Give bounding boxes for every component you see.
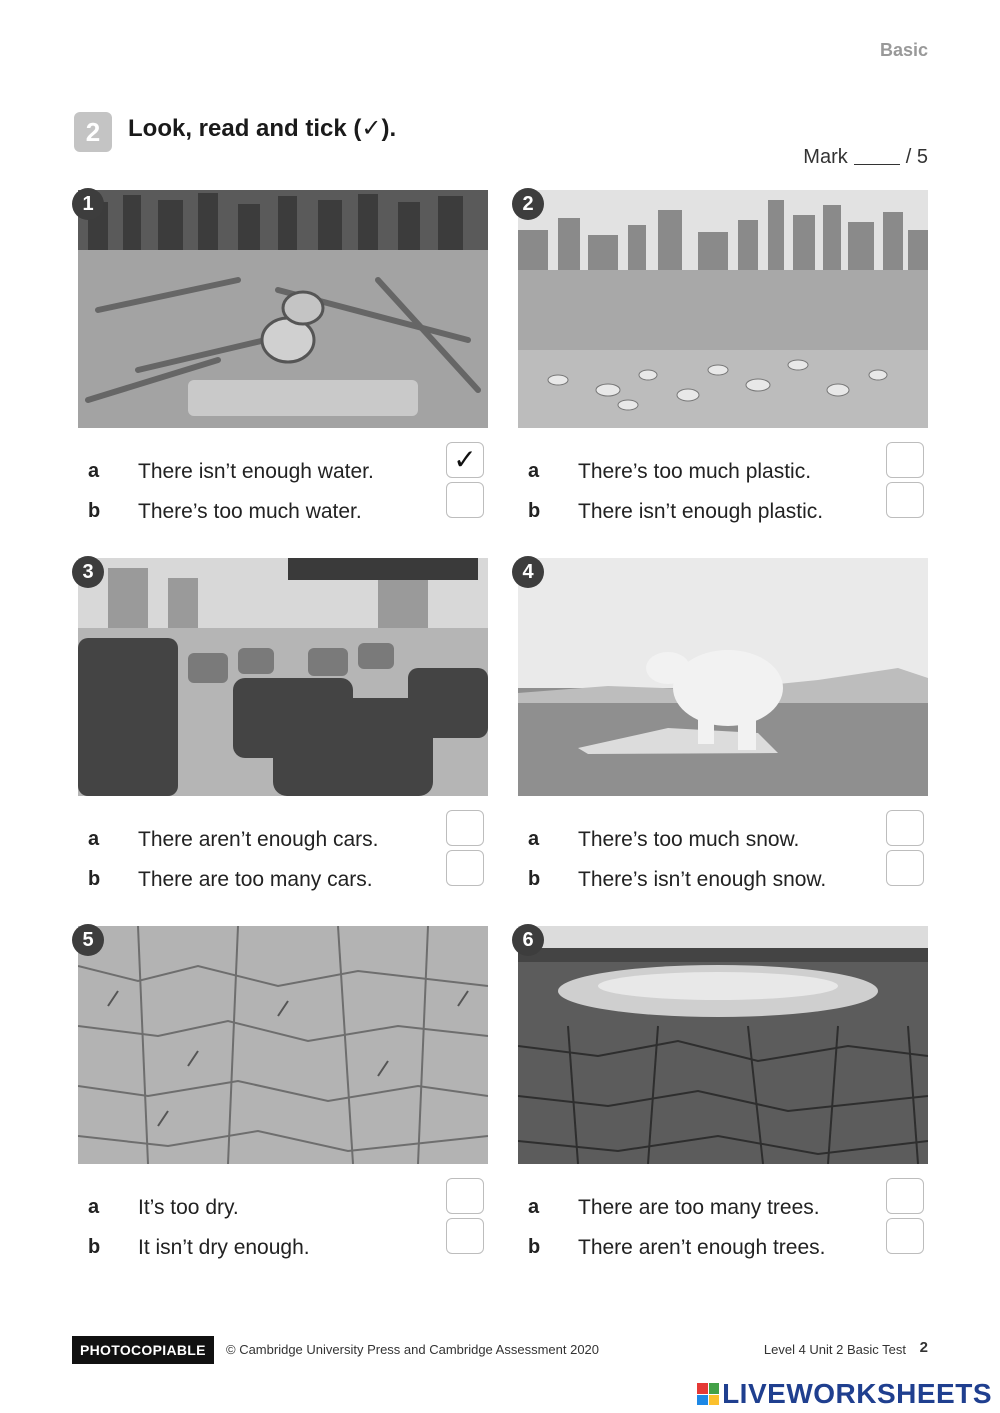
option-a [78,444,488,492]
option-b [78,860,488,900]
option-text: There isn’t enough water. [138,460,374,483]
level-tag: Basic [879,40,928,60]
option-a [78,1188,488,1228]
option-text: There aren’t enough trees. [578,1236,826,1259]
tick-box[interactable] [886,482,924,518]
option-text: There’s too much water. [138,500,362,523]
copyright-text: © Cambridge University Press and Cambridge Assessment 2020 [226,1342,600,1357]
page-number: 2 [919,1339,928,1356]
tick-box[interactable]: ✓ [446,442,484,478]
question-number: 3 [72,556,104,588]
option-b [518,492,928,532]
option-text: There isn’t enough plastic. [578,500,824,523]
option-text: There are too many trees. [578,1196,820,1219]
mark-total: / 5 [905,146,928,168]
option-text: There’s too much snow. [578,828,800,851]
question-number: 4 [512,556,544,588]
liveworksheets-text: LIVEWORKSHEETS [722,1378,992,1409]
option-b [78,492,488,532]
option-b [518,860,928,900]
tick-box[interactable] [446,850,484,886]
mark-field [803,146,928,169]
tick-box[interactable] [446,482,484,518]
option-letter: a [88,1196,100,1218]
option-letter: a [528,828,540,850]
question-number: 5 [72,924,104,956]
option-b [78,1228,488,1268]
tick-box[interactable] [886,1178,924,1214]
option-letter: b [88,1236,101,1258]
liveworksheets-icon [697,1383,719,1405]
question-5 [78,926,488,1259]
liveworksheets-logo [697,1378,992,1410]
option-a [78,820,488,860]
deforestation-photo [78,190,488,428]
option-b [518,1228,928,1268]
option-text: It’s too dry. [138,1196,239,1219]
traffic-jam-photo [78,558,488,796]
option-letter: a [88,460,100,482]
option-text: There are too many cars. [138,868,373,891]
option-letter: b [88,500,101,522]
question-1 [78,190,488,523]
plastic-beach-photo [518,190,928,428]
question-number: 2 [512,188,544,220]
option-text: There’s too much plastic. [578,460,812,483]
photocopiable-label: PHOTOCOPIABLE [72,1336,214,1364]
question-6 [518,926,928,1259]
option-a [518,1188,928,1228]
option-letter: b [88,868,101,890]
tick-box[interactable] [446,1218,484,1254]
tick-box[interactable] [886,1218,924,1254]
tick-box[interactable] [886,810,924,846]
polar-bear-photo [518,558,928,796]
question-2 [518,190,928,523]
exercise-number: 2 [74,112,112,152]
option-letter: a [88,828,100,850]
option-letter: b [528,500,541,522]
tick-box[interactable] [446,810,484,846]
question-3 [78,558,488,891]
page-footer [72,1336,928,1366]
option-text: There’s isn’t enough snow. [578,868,827,891]
option-text: It isn’t dry enough. [138,1236,310,1259]
option-text: There aren’t enough cars. [138,828,379,851]
dry-pond-photo [518,926,928,1164]
test-name: Level 4 Unit 2 Basic Test [763,1342,906,1357]
question-number: 6 [512,924,544,956]
option-letter: a [528,1196,540,1218]
dry-field-photo [78,926,488,1164]
option-a [518,820,928,860]
exercise-title: Look, read and tick (✓). [128,115,397,142]
mark-blank[interactable] [854,164,900,165]
tick-box[interactable] [446,1178,484,1214]
option-letter: a [528,460,540,482]
question-4 [518,558,928,891]
tick-box[interactable] [886,442,924,478]
question-number: 1 [72,188,104,220]
mark-label: Mark [803,146,848,168]
option-letter: b [528,1236,541,1258]
option-letter: b [528,868,541,890]
tick-box[interactable] [886,850,924,886]
option-a [518,452,928,492]
